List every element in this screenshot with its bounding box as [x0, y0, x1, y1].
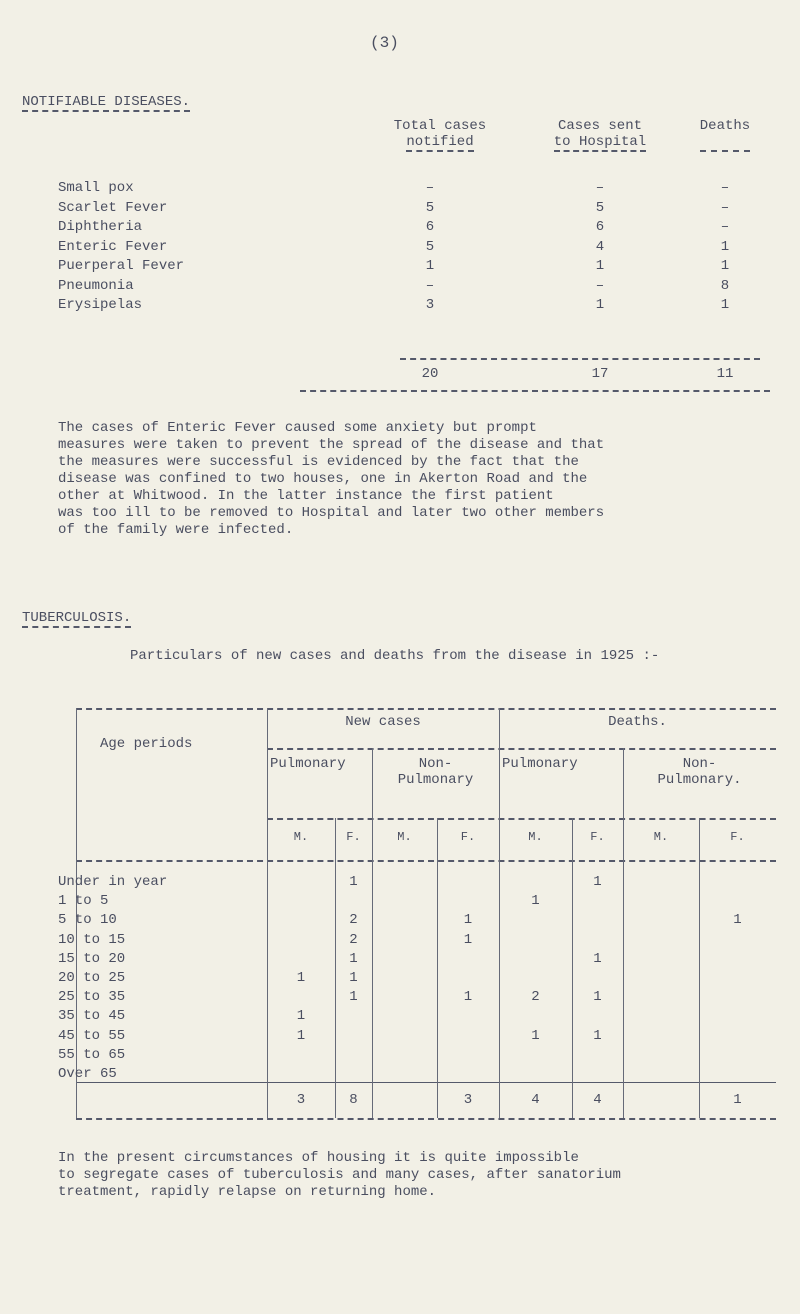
- paragraph-line: disease was confined to two houses, one in Akerton Road and the: [58, 471, 588, 487]
- header-total: Total cases notified: [393, 118, 487, 150]
- male-header: M.: [653, 830, 669, 844]
- table-cell: 1: [349, 970, 358, 986]
- notifiable-heading: NOTIFIABLE DISEASES.: [22, 94, 191, 110]
- new-pulmonary-header: Pulmonary: [270, 756, 346, 772]
- table-cell: 1: [531, 1027, 540, 1044]
- disease-name: Scarlet Fever: [58, 199, 168, 216]
- age-period: 45 to 55: [58, 1027, 126, 1044]
- paragraph-line: The cases of Enteric Fever caused some anxiety but prompt: [58, 420, 537, 436]
- male-header: M.: [397, 830, 412, 844]
- deaths-pulmonary-header: Pulmonary: [502, 756, 578, 772]
- table-cell: 1: [296, 1027, 306, 1044]
- total-cell: 3: [425, 297, 435, 313]
- table-cell: 1: [349, 989, 358, 1006]
- paragraph-line: of the family were infected.: [58, 522, 294, 538]
- table-cell: 1: [296, 1008, 306, 1025]
- paragraph-line: other at Whitwood. In the latter instance the first patient: [58, 488, 554, 504]
- total-hospital: 17: [591, 366, 609, 382]
- table-cell: 1: [463, 912, 473, 929]
- age-period: 15 to 20: [58, 950, 126, 967]
- table-cell: 1: [531, 893, 540, 910]
- total-deaths: 11: [716, 366, 734, 382]
- closing-line: treatment, rapidly relapse on returning home.: [58, 1184, 437, 1200]
- disease-name: Pneumonia: [58, 277, 134, 294]
- table-cell: 1: [349, 874, 358, 890]
- age-period: Over 65: [58, 1066, 117, 1082]
- male-header: M.: [528, 830, 543, 844]
- total-cell: –: [425, 180, 435, 196]
- age-period: 1 to 5: [58, 893, 109, 910]
- hospital-cell: –: [595, 180, 605, 196]
- hospital-cell: 5: [595, 199, 605, 216]
- total-cell: 5: [425, 199, 435, 216]
- closing-line: to segregate cases of tuberculosis and many cases, after sanatorium: [58, 1167, 621, 1183]
- disease-name: Erysipelas: [58, 297, 143, 313]
- hospital-cell: 6: [595, 219, 605, 235]
- header-deaths: Deaths: [685, 118, 765, 150]
- total-cell: –: [425, 277, 435, 294]
- female-header: F.: [346, 830, 361, 844]
- age-period: 25 to 35: [58, 989, 126, 1006]
- table-cell: 1: [463, 989, 473, 1006]
- deaths-cell: –: [720, 219, 730, 235]
- closing-paragraph: [58, 1150, 621, 1201]
- paragraph-line: the measures were successful is evidenced by the fact that the: [58, 454, 579, 470]
- age-period: Under in year: [58, 874, 168, 890]
- table-cell: 1: [296, 970, 306, 986]
- table-cell: 2: [349, 931, 358, 948]
- female-header: F.: [730, 830, 745, 844]
- header-hospital: Cases sent to Hospital: [553, 118, 647, 150]
- disease-name: Enteric Fever: [58, 238, 168, 255]
- tuberculosis-heading: TUBERCULOSIS.: [22, 610, 132, 626]
- table-cell: 1: [593, 874, 602, 890]
- age-period: 55 to 65: [58, 1046, 126, 1063]
- tb-intro: Particulars of new cases and deaths from the disease in 1925 :-: [130, 648, 660, 664]
- age-period: 35 to 45: [58, 1008, 126, 1025]
- female-header: F.: [590, 830, 605, 844]
- page-number: (3): [370, 34, 399, 52]
- paragraph-line: measures were taken to prevent the spread of the disease and that: [58, 437, 605, 453]
- table-cell: 2: [349, 912, 358, 929]
- age-period: 10 to 15: [58, 931, 126, 948]
- hospital-cell: 4: [595, 238, 605, 255]
- hospital-cell: 1: [595, 297, 605, 313]
- deaths-cell: –: [720, 199, 730, 216]
- disease-name: Puerperal Fever: [58, 258, 185, 274]
- total-cell: 1: [733, 1092, 742, 1108]
- female-header: F.: [460, 830, 476, 844]
- deaths-nonpulmonary-header: Non- Pulmonary.: [657, 756, 742, 788]
- total-cell: 5: [425, 238, 435, 255]
- table-cell: 1: [463, 931, 473, 948]
- total-cell: 1: [425, 258, 435, 274]
- table-cell: 1: [593, 950, 602, 967]
- age-period: 20 to 25: [58, 970, 126, 986]
- total-cell: 4: [593, 1092, 602, 1108]
- total-cell: 4: [531, 1092, 540, 1108]
- new-nonpulmonary-header: Non- Pulmonary: [397, 756, 474, 788]
- paragraph-line: was too ill to be removed to Hospital and later two other members: [58, 505, 605, 521]
- enteric-paragraph: [58, 420, 604, 539]
- total-cell: 3: [463, 1092, 473, 1108]
- male-header: M.: [293, 830, 309, 844]
- table-cell: 1: [593, 989, 602, 1006]
- deaths-cell: 1: [720, 297, 730, 313]
- total-cell: 3: [296, 1092, 306, 1108]
- deaths-cell: 1: [720, 258, 730, 274]
- new-cases-header: New cases: [345, 714, 421, 730]
- age-period: 5 to 10: [58, 912, 117, 929]
- hospital-cell: 1: [595, 258, 605, 274]
- deaths-header: Deaths.: [608, 714, 667, 730]
- table-cell: 1: [733, 912, 742, 929]
- total-cell: 8: [349, 1092, 358, 1108]
- table-cell: 2: [531, 989, 540, 1006]
- deaths-cell: 8: [720, 277, 730, 294]
- total-cell: 6: [425, 219, 435, 235]
- closing-line: In the present circumstances of housing it is quite impossible: [58, 1150, 579, 1166]
- total-notified: 20: [421, 366, 439, 382]
- disease-name: Small pox: [58, 180, 134, 196]
- table-cell: 1: [593, 1027, 602, 1044]
- hospital-cell: –: [595, 277, 605, 294]
- disease-name: Diphtheria: [58, 219, 143, 235]
- table-cell: 1: [349, 950, 358, 967]
- age-periods-header: Age periods: [100, 736, 193, 752]
- deaths-cell: 1: [720, 238, 730, 255]
- deaths-cell: –: [720, 180, 730, 196]
